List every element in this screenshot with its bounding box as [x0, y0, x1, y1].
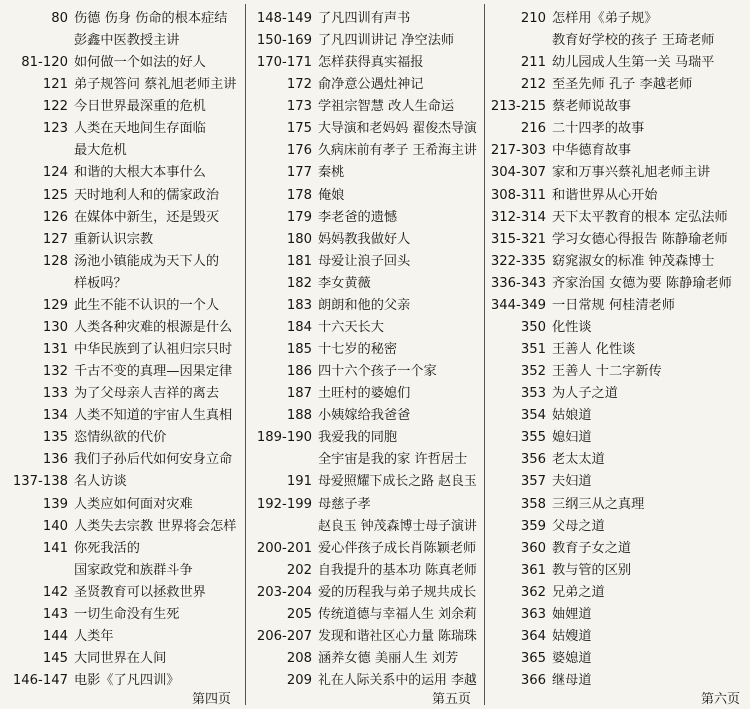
entry-title: 和谐世界从心开始 [552, 187, 658, 203]
entry-page-number: 181 [286, 253, 312, 269]
entry-title: 自我提升的基本功 陈真老师 [318, 562, 477, 578]
entry-page-number: 141 [42, 540, 68, 556]
entry-page-number: 206-207 [256, 628, 312, 644]
entry-page-number: 132 [42, 364, 68, 380]
entry-page-number: 188 [286, 408, 312, 424]
entry-title: 李女黄薇 [318, 275, 371, 291]
entry-page-number: 203-204 [256, 584, 312, 600]
entry-title: 齐家治国 女德为要 陈静瑜老师 [552, 275, 732, 291]
entry-title: 最大危机 [74, 143, 127, 159]
toc-entry [0, 318, 243, 338]
entry-title: 十六天长大 [318, 319, 384, 335]
entry-title: 教育好学校的孩子 王琦老师 [552, 33, 715, 49]
entry-title: 秦桃 [318, 165, 345, 181]
entry-title: 久病床前有孝子 王希海主讲 [318, 143, 477, 159]
toc-entry [248, 472, 480, 492]
entry-title: 幼儿园成人生第一关 马瑞平 [552, 55, 715, 71]
entry-page-number: 362 [520, 584, 546, 600]
entry-page-number: 185 [286, 342, 312, 358]
entry-title: 父母之道 [552, 518, 605, 534]
toc-entry [486, 495, 750, 515]
entry-page-number: 304-307 [490, 165, 546, 181]
entry-page-number: 360 [520, 540, 546, 556]
toc-entry [0, 208, 243, 228]
entry-title: 婆媳道 [552, 651, 592, 667]
toc-entry [248, 605, 480, 625]
entry-page-number: 322-335 [490, 253, 546, 269]
toc-entry [248, 141, 480, 161]
entry-page-number: 131 [42, 342, 68, 358]
entry-page-number: 350 [520, 319, 546, 335]
entry-title: 人类不知道的宇宙人生真相 [74, 408, 233, 424]
toc-entry [486, 208, 750, 228]
entry-title: 千古不变的真理—因果定律 [74, 364, 233, 380]
entry-title: 为了父母亲人吉祥的离去 [74, 386, 220, 402]
toc-entry [0, 605, 243, 625]
toc-entry [248, 561, 480, 581]
entry-title: 土旺村的婆媳们 [318, 386, 411, 402]
entry-page-number: 183 [286, 297, 312, 313]
toc-entry [248, 649, 480, 669]
entry-page-number: 351 [520, 342, 546, 358]
entry-title: 至圣先师 孔子 李越老师 [552, 77, 693, 93]
entry-title: 恣情纵欲的代价 [74, 430, 167, 446]
entry-page-number: 182 [286, 275, 312, 291]
toc-entry [486, 340, 750, 360]
entry-page-number: 127 [42, 231, 68, 247]
toc-entry [486, 186, 750, 206]
entry-page-number: 192-199 [256, 496, 312, 512]
toc-entry [486, 539, 750, 559]
entry-title: 姑嫂道 [552, 628, 592, 644]
entry-title: 人类失去宗教 世界将会怎样 [74, 518, 237, 534]
entry-page-number: 315-321 [490, 231, 546, 247]
entry-page-number: 344-349 [490, 297, 546, 313]
entry-page-number: 191 [286, 474, 312, 490]
entry-title: 为人子之道 [552, 386, 618, 402]
toc-entry [0, 340, 243, 360]
toc-entry [486, 252, 750, 272]
entry-title: 我爱我的同胞 [318, 430, 398, 446]
entry-title: 化性谈 [552, 319, 592, 335]
toc-entry [486, 141, 750, 161]
entry-page-number: 122 [42, 99, 68, 115]
toc-entry [248, 296, 480, 316]
toc-entry [486, 362, 750, 382]
entry-title: 三纲三从之真理 [552, 496, 645, 512]
entry-title: 礼在人际关系中的运用 李越 [318, 673, 477, 689]
toc-entry [0, 406, 243, 426]
toc-entry [0, 517, 243, 537]
toc-entry [0, 31, 243, 51]
entry-page-number: 173 [286, 99, 312, 115]
toc-entry [0, 362, 243, 382]
entry-page-number: 359 [520, 518, 546, 534]
entry-page-number: 134 [42, 408, 68, 424]
entry-page-number: 126 [42, 209, 68, 225]
entry-page-number: 205 [286, 606, 312, 622]
toc-entry [248, 362, 480, 382]
toc-entry [486, 31, 750, 51]
entry-title: 学祖宗智慧 改人生命运 [318, 99, 455, 115]
toc-entry [0, 428, 243, 448]
entry-title: 李老爸的遗憾 [318, 209, 398, 225]
entry-title: 了凡四训有声书 [318, 11, 411, 26]
entry-page-number: 146-147 [12, 673, 68, 689]
entry-title: 和谐的大根大本事什么 [74, 165, 206, 181]
entry-page-number: 178 [286, 187, 312, 203]
entry-title: 大导演和老妈妈 翟俊杰导演 [318, 121, 477, 137]
toc-entry [486, 75, 750, 95]
entry-page-number: 354 [520, 408, 546, 424]
entry-page-number: 81-120 [21, 55, 68, 71]
toc-entry [486, 583, 750, 603]
entry-page-number: 124 [42, 165, 68, 181]
entry-title: 学习女德心得报告 陈静瑜老师 [552, 231, 728, 247]
entry-page-number: 125 [42, 187, 68, 203]
entry-page-number: 364 [520, 628, 546, 644]
column-divider [484, 4, 485, 705]
entry-page-number: 80 [51, 11, 68, 26]
entry-page-number: 136 [42, 452, 68, 468]
entry-title: 蔡老师说故事 [552, 99, 632, 115]
entry-page-number: 135 [42, 430, 68, 446]
entry-title: 二十四孝的故事 [552, 121, 645, 137]
entry-title: 爱心伴孩子成长肖陈颖老师 [318, 540, 477, 556]
toc-entry [486, 428, 750, 448]
toc-entry [248, 627, 480, 647]
toc-entry [248, 163, 480, 183]
toc-entry [0, 495, 243, 515]
entry-page-number: 148-149 [256, 11, 312, 26]
toc-entry [248, 252, 480, 272]
entry-title: 怎样获得真实福报 [318, 55, 424, 71]
entry-title: 俺娘 [318, 187, 345, 203]
entry-title: 国家政党和族群斗争 [74, 562, 193, 578]
toc-entry [0, 296, 243, 316]
toc-entry [486, 230, 750, 250]
entry-title: 怎样用《弟子规》 [552, 11, 658, 26]
page-label-6: 第六页 [701, 692, 741, 707]
entry-page-number: 175 [286, 121, 312, 137]
entry-title: 今日世界最深重的危机 [74, 99, 206, 115]
entry-title: 你死我活的 [74, 540, 140, 556]
toc-entry [486, 274, 750, 294]
entry-page-number: 140 [42, 518, 68, 534]
entry-page-number: 139 [42, 496, 68, 512]
entry-title: 姑娘道 [552, 408, 592, 424]
toc-entry [486, 119, 750, 139]
entry-page-number: 184 [286, 319, 312, 335]
toc-entry [0, 230, 243, 250]
toc-entry [0, 9, 243, 29]
entry-title: 妈妈教我做好人 [318, 231, 411, 247]
toc-entry [0, 627, 243, 647]
entry-title: 人类年 [74, 628, 114, 644]
entry-title: 赵良玉 钟茂森博士母子演讲 [318, 518, 477, 534]
entry-page-number: 366 [520, 673, 546, 689]
entry-page-number: 179 [286, 209, 312, 225]
entry-page-number: 361 [520, 562, 546, 578]
entry-title: 此生不能不认识的一个人 [74, 297, 220, 313]
toc-entry [248, 406, 480, 426]
entry-page-number: 353 [520, 386, 546, 402]
toc-entry [248, 428, 480, 448]
toc-entry [248, 9, 480, 29]
entry-page-number: 129 [42, 297, 68, 313]
page-label-4: 第四页 [192, 692, 232, 707]
entry-title: 天下太平教育的根本 定弘法师 [552, 209, 728, 225]
toc-entry [248, 450, 480, 470]
entry-title: 继母道 [552, 673, 592, 689]
entry-page-number: 123 [42, 121, 68, 137]
entry-title: 重新认识宗教 [74, 231, 154, 247]
entry-title: 老太太道 [552, 452, 605, 468]
toc-entry [0, 163, 243, 183]
entry-page-number: 177 [286, 165, 312, 181]
entry-title: 媳妇道 [552, 430, 592, 446]
toc-entry [0, 649, 243, 669]
entry-page-number: 365 [520, 651, 546, 667]
toc-entry [248, 340, 480, 360]
entry-title: 母爱照耀下成长之路 赵良玉 [318, 474, 477, 490]
toc-entry [486, 605, 750, 625]
toc-entry [486, 472, 750, 492]
toc-column-page-5 [248, 0, 480, 709]
toc-entry [248, 75, 480, 95]
entry-page-number: 128 [42, 253, 68, 269]
entry-title: 小姨嫁给我爸爸 [318, 408, 411, 424]
entry-page-number: 130 [42, 319, 68, 335]
page-label-5: 第五页 [432, 692, 472, 707]
toc-column-page-6 [486, 0, 750, 709]
toc-entry [486, 406, 750, 426]
entry-title: 一切生命没有生死 [74, 606, 180, 622]
entry-title: 圣贤教育可以拯救世界 [74, 584, 206, 600]
entry-page-number: 176 [286, 143, 312, 159]
entry-title: 窈窕淑女的标准 钟茂森博士 [552, 253, 715, 269]
toc-entry [248, 97, 480, 117]
toc-entry [0, 539, 243, 559]
entry-page-number: 133 [42, 386, 68, 402]
toc-entry [248, 119, 480, 139]
entry-title: 伤德 伤身 伤命的根本症结 [74, 11, 228, 26]
toc-entry [248, 186, 480, 206]
entry-title: 涵养女德 美丽人生 刘芳 [318, 651, 459, 667]
entry-title: 发现和谐社区心力量 陈瑞珠 [318, 628, 477, 644]
entry-page-number: 211 [520, 55, 546, 71]
entry-page-number: 202 [286, 562, 312, 578]
entry-title: 四十六个孩子一个家 [318, 364, 437, 380]
toc-entry [0, 119, 243, 139]
entry-title: 夫妇道 [552, 474, 592, 490]
toc-entry [0, 274, 243, 294]
entry-page-number: 187 [286, 386, 312, 402]
entry-page-number: 170-171 [256, 55, 312, 71]
entry-title: 俞净意公遇灶神记 [318, 77, 424, 93]
toc-entry [0, 252, 243, 272]
entry-title: 样板吗？ [74, 275, 127, 291]
entry-page-number: 210 [520, 11, 546, 26]
entry-page-number: 143 [42, 606, 68, 622]
toc-entry [0, 561, 243, 581]
toc-entry [248, 318, 480, 338]
entry-title: 爱的历程我与弟子规共成长 [318, 584, 477, 600]
toc-entry [486, 296, 750, 316]
entry-title: 兄弟之道 [552, 584, 605, 600]
entry-page-number: 212 [520, 77, 546, 93]
entry-page-number: 312-314 [490, 209, 546, 225]
toc-entry [0, 450, 243, 470]
entry-title: 妯娌道 [552, 606, 592, 622]
entry-page-number: 137-138 [12, 474, 68, 490]
entry-title: 人类在天地间生存面临 [74, 121, 206, 137]
entry-page-number: 186 [286, 364, 312, 380]
entry-title: 家和万事兴蔡礼旭老师主讲 [552, 165, 711, 181]
entry-title: 在媒体中新生，还是毁灭 [74, 209, 220, 225]
entry-title: 我们子孙后代如何安身立命 [74, 452, 233, 468]
entry-page-number: 352 [520, 364, 546, 380]
entry-page-number: 144 [42, 628, 68, 644]
toc-entry [248, 53, 480, 73]
toc-entry [486, 384, 750, 404]
entry-title: 母爱让浪子回头 [318, 253, 411, 269]
toc-entry [248, 583, 480, 603]
entry-title: 一日常规 何桂清老师 [552, 297, 675, 313]
toc-entry [248, 31, 480, 51]
toc-entry [248, 517, 480, 537]
entry-title: 人类应如何面对灾难 [74, 496, 193, 512]
entry-title: 中华德育故事 [552, 143, 632, 159]
toc-entry [248, 208, 480, 228]
entry-title: 汤池小镇能成为天下人的 [74, 253, 220, 269]
entry-page-number: 209 [286, 673, 312, 689]
entry-title: 全宇宙是我的家 许哲居士 [318, 452, 468, 468]
entry-page-number: 355 [520, 430, 546, 446]
entry-title: 天时地利人和的儒家政治 [74, 187, 220, 203]
entry-title: 大同世界在人间 [74, 651, 167, 667]
toc-entry [486, 627, 750, 647]
entry-title: 如何做一个如法的好人 [74, 55, 206, 71]
entry-title: 母慈子孝 [318, 496, 371, 512]
toc-entry [0, 384, 243, 404]
entry-title: 十七岁的秘密 [318, 342, 398, 358]
entry-page-number: 308-311 [490, 187, 546, 203]
entry-title: 教与管的区别 [552, 562, 632, 578]
toc-entry [248, 274, 480, 294]
entry-page-number: 145 [42, 651, 68, 667]
entry-title: 彭鑫中医教授主讲 [74, 33, 180, 49]
toc-entry [486, 9, 750, 29]
entry-page-number: 200-201 [256, 540, 312, 556]
column-divider [245, 4, 246, 705]
entry-title: 教育子女之道 [552, 540, 632, 556]
toc-entry [0, 75, 243, 95]
toc-entry [486, 97, 750, 117]
entry-page-number: 213-215 [490, 99, 546, 115]
toc-entry [486, 450, 750, 470]
toc-entry [0, 141, 243, 161]
entry-page-number: 356 [520, 452, 546, 468]
toc-column-page-4 [0, 0, 243, 709]
toc-entry [486, 53, 750, 73]
toc-entry [248, 230, 480, 250]
entry-title: 传统道德与幸福人生 刘余莉 [318, 606, 477, 622]
toc-entry [248, 539, 480, 559]
entry-page-number: 217-303 [490, 143, 546, 159]
entry-page-number: 358 [520, 496, 546, 512]
toc-entry [486, 649, 750, 669]
toc-entry [486, 163, 750, 183]
toc-entry [0, 53, 243, 73]
toc-entry [486, 561, 750, 581]
toc-entry [248, 495, 480, 515]
entry-page-number: 208 [286, 651, 312, 667]
entry-title: 朗朗和他的父亲 [318, 297, 411, 313]
entry-page-number: 357 [520, 474, 546, 490]
entry-page-number: 150-169 [256, 33, 312, 49]
entry-title: 弟子规答问 蔡礼旭老师主讲 [74, 77, 237, 93]
entry-page-number: 180 [286, 231, 312, 247]
toc-entry [486, 517, 750, 537]
toc-entry [0, 186, 243, 206]
entry-title: 中华民族到了认祖归宗只时 [74, 342, 233, 358]
entry-title: 了凡四训讲记 净空法师 [318, 33, 455, 49]
toc-entry [0, 583, 243, 603]
entry-title: 电影《了凡四训》 [74, 673, 180, 689]
entry-page-number: 142 [42, 584, 68, 600]
entry-page-number: 336-343 [490, 275, 546, 291]
toc-entry [0, 472, 243, 492]
entry-title: 名人访谈 [74, 474, 127, 490]
entry-page-number: 172 [286, 77, 312, 93]
entry-title: 人类各种灾难的根源是什么 [74, 319, 233, 335]
entry-page-number: 189-190 [256, 430, 312, 446]
entry-page-number: 121 [42, 77, 68, 93]
toc-entry [486, 318, 750, 338]
entry-page-number: 363 [520, 606, 546, 622]
entry-page-number: 216 [520, 121, 546, 137]
entry-title: 王善人 化性谈 [552, 342, 636, 358]
toc-entry [0, 97, 243, 117]
toc-entry [248, 384, 480, 404]
entry-title: 王善人 十二字新传 [552, 364, 662, 380]
